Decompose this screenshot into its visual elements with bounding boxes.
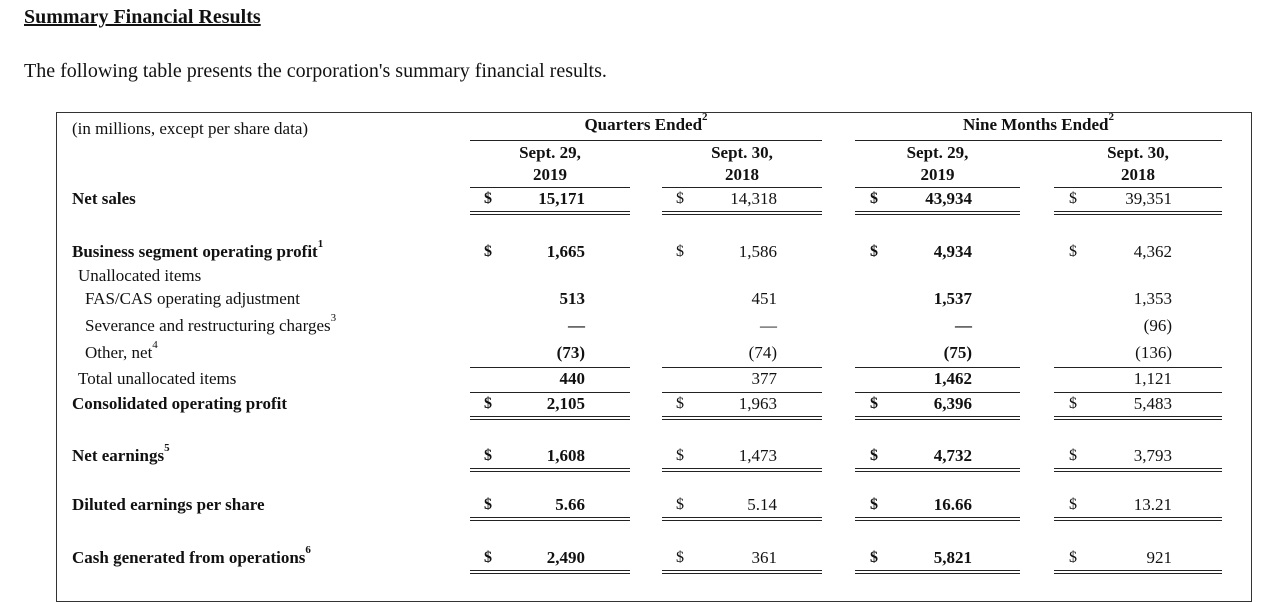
cell-value: 5,483	[1133, 394, 1172, 413]
double-rule	[662, 468, 822, 472]
column-header-date: Sept. 30,	[711, 143, 773, 162]
double-rule	[1054, 211, 1222, 215]
currency-symbol: $	[1069, 447, 1077, 464]
currency-symbol: $	[1069, 243, 1077, 260]
cell-value: 451	[751, 289, 777, 308]
currency-symbol: $	[870, 243, 878, 260]
currency-symbol: $	[484, 243, 492, 260]
column-header-rule	[662, 187, 822, 188]
cell-value: 921	[1146, 548, 1172, 567]
row-label: Other, net$^4$	[85, 339, 158, 362]
double-rule	[1054, 416, 1222, 420]
cell-value: —	[955, 316, 972, 335]
single-rule	[1054, 392, 1222, 393]
cell-value: (75)	[943, 343, 972, 362]
cell-value: 15,171	[538, 189, 585, 208]
cell-value: 4,732	[933, 446, 972, 465]
currency-symbol: $	[484, 447, 492, 464]
cell-value: 1,963	[738, 394, 777, 413]
currency-symbol: $	[484, 496, 492, 513]
units-note: (in millions, except per share data)	[72, 119, 309, 138]
double-rule	[470, 570, 630, 574]
row-label-footnote: 6	[305, 544, 311, 556]
group-header-footnote: 2	[702, 111, 708, 123]
cell-value: 43,934	[925, 189, 972, 208]
currency-symbol: $	[870, 549, 878, 566]
column-header-date: Sept. 29,	[906, 143, 969, 162]
double-rule	[855, 517, 1020, 521]
row-label: Total unallocated items	[78, 369, 237, 388]
cell-value: (73)	[556, 343, 585, 362]
column-header-date: Sept. 30,	[1107, 143, 1169, 162]
cell-value: 4,362	[1133, 242, 1172, 261]
cell-value: 1,121	[1133, 369, 1172, 388]
page-title: Summary Financial Results	[24, 6, 261, 28]
currency-symbol: $	[676, 395, 684, 412]
column-header-year: 2018	[725, 165, 759, 184]
cell-value: 2,490	[546, 548, 585, 567]
cell-value: 1,537	[933, 289, 972, 308]
cell-value: 1,665	[546, 242, 585, 261]
double-rule	[470, 468, 630, 472]
currency-symbol: $	[676, 190, 684, 207]
cell-value: 16.66	[933, 495, 972, 514]
double-rule	[855, 570, 1020, 574]
cell-value: 1,473	[738, 446, 777, 465]
cell-value: —	[760, 316, 777, 335]
single-rule	[470, 392, 630, 393]
currency-symbol: $	[1069, 395, 1077, 412]
cell-value: 1,586	[738, 242, 777, 261]
cell-value: 5,821	[933, 548, 972, 567]
column-header-year: 2019	[920, 165, 955, 184]
single-rule	[662, 392, 822, 393]
group-header-rule	[470, 140, 822, 141]
single-rule	[470, 367, 630, 368]
cell-value: 39,351	[1125, 189, 1172, 208]
cell-value: 4,934	[933, 242, 972, 261]
column-header-rule	[470, 187, 630, 188]
group-header: Nine Months Ended$^2$	[963, 111, 1114, 134]
group-header: Quarters Ended$^2$	[584, 111, 708, 134]
row-label: Net earnings$^5$	[72, 442, 170, 465]
row-label: Diluted earnings per share	[72, 495, 265, 514]
cell-value: 1,353	[1133, 289, 1172, 308]
cell-value: 5.66	[555, 495, 585, 514]
currency-symbol: $	[1069, 190, 1077, 207]
cell-value: 2,105	[546, 394, 585, 413]
cell-value: 5.14	[747, 495, 777, 514]
row-label: Consolidated operating profit	[72, 394, 288, 413]
currency-symbol: $	[870, 496, 878, 513]
column-header-rule	[1054, 187, 1222, 188]
currency-symbol: $	[676, 243, 684, 260]
double-rule	[470, 211, 630, 215]
cell-value: 377	[751, 369, 777, 388]
double-rule	[662, 517, 822, 521]
double-rule	[1054, 468, 1222, 472]
double-rule	[662, 416, 822, 420]
cell-value: —	[568, 316, 585, 335]
column-header-year: 2018	[1121, 165, 1155, 184]
currency-symbol: $	[676, 496, 684, 513]
cell-value: 440	[559, 369, 585, 388]
currency-symbol: $	[676, 447, 684, 464]
currency-symbol: $	[676, 549, 684, 566]
double-rule	[1054, 570, 1222, 574]
cell-value: 14,318	[730, 189, 777, 208]
row-label: Net sales	[72, 189, 136, 208]
column-header-date: Sept. 29,	[519, 143, 581, 162]
row-label-footnote: 3	[330, 312, 337, 324]
row-label-footnote: 4	[152, 339, 158, 351]
cell-value: 513	[559, 289, 585, 308]
currency-symbol: $	[870, 447, 878, 464]
double-rule	[1054, 517, 1222, 521]
double-rule	[855, 468, 1020, 472]
row-label: FAS/CAS operating adjustment	[85, 289, 301, 308]
column-header-year: 2019	[533, 165, 567, 184]
row-label: Business segment operating profit$^1$	[72, 238, 324, 261]
single-rule	[855, 367, 1020, 368]
cell-value: 13.21	[1133, 495, 1172, 514]
double-rule	[470, 517, 630, 521]
cell-value: 3,793	[1133, 446, 1172, 465]
currency-symbol: $	[1069, 549, 1077, 566]
double-rule	[662, 570, 822, 574]
single-rule	[855, 392, 1020, 393]
column-header-rule	[855, 187, 1020, 188]
double-rule	[662, 211, 822, 215]
cell-value: 6,396	[933, 394, 972, 413]
currency-symbol: $	[870, 395, 878, 412]
single-rule	[662, 367, 822, 368]
intro-text: The following table presents the corporation's summary financial results.	[24, 60, 607, 82]
cell-value: (136)	[1135, 343, 1172, 362]
row-label-footnote: 1	[317, 238, 324, 250]
cell-value: (96)	[1143, 316, 1172, 335]
cell-value: 1,608	[546, 446, 585, 465]
row-label: Unallocated items	[78, 266, 202, 285]
row-label: Severance and restructuring charges$^3$	[85, 312, 337, 335]
currency-symbol: $	[484, 549, 492, 566]
group-header-footnote: 2	[1108, 111, 1114, 123]
currency-symbol: $	[1069, 496, 1077, 513]
currency-symbol: $	[870, 190, 878, 207]
cell-value: (74)	[748, 343, 777, 362]
double-rule	[470, 416, 630, 420]
cell-value: 1,462	[933, 369, 972, 388]
double-rule	[855, 416, 1020, 420]
group-header-rule	[855, 140, 1222, 141]
currency-symbol: $	[484, 395, 492, 412]
currency-symbol: $	[484, 190, 492, 207]
row-label: Cash generated from operations$^6$	[72, 544, 311, 567]
single-rule	[1054, 367, 1222, 368]
double-rule	[855, 211, 1020, 215]
row-label-footnote: 5	[164, 442, 170, 454]
cell-value: 361	[751, 548, 777, 567]
